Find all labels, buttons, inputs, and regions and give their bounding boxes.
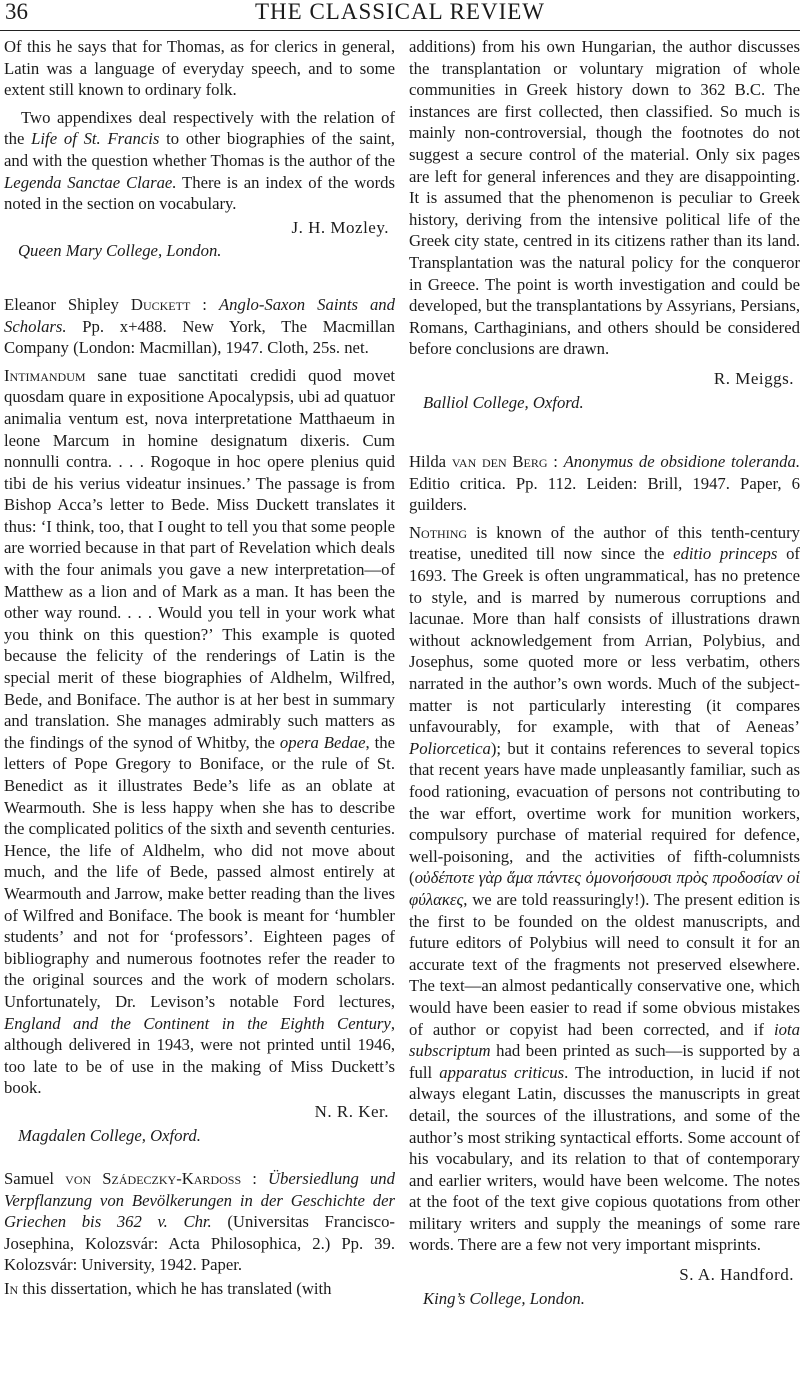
- page-number: 36: [5, 0, 28, 24]
- reviewer-affiliation: King’s College, London.: [423, 1288, 585, 1308]
- reviewer-signature: J. H. Mozley.: [291, 217, 389, 237]
- reviewer-affiliation: Queen Mary College, London.: [18, 241, 222, 261]
- review-heading: Hilda van den Berg : Anonymus de obsidione toleranda. Editio critica. Pp. 112. Leiden: Brill, 1947. Paper, 6 guilders.: [409, 452, 800, 515]
- review-heading: Samuel von Szádeczky-Kardoss : Übersiedlung und Verpflanzung von Bevölkerungen in der Geschichte der Griechen bis 362 v. Chr. (Universitas Francisco-Josephina, Kolozsvár: Acta Philosophica, 2.) Pp. 39. Kolozsvár: University, 1942. Paper.: [4, 1169, 395, 1275]
- left-column: [4, 36, 395, 1300]
- page-header: [0, 0, 800, 31]
- reviewer-affiliation: Magdalen College, Oxford.: [18, 1125, 201, 1145]
- review1-paragraph: Of this he says that for Thomas, as for clerics in general, Latin was a language of everyday speech, and to some extent still known to ordinary folk.: [4, 37, 395, 100]
- reviewer-signature: R. Meiggs.: [713, 368, 794, 388]
- review1-paragraph: Two appendixes deal respectively with the relation of the Life of St. Francis to other biographies of the saint, and with the question whether Thomas is the author of the Legenda Sanctae Clarae. There is an index of the words noted in the section on vocabulary.: [4, 107, 395, 214]
- review-body: Nothing is known of the author of this tenth-century treatise, unedited till now since the editio princeps of 1693. The Greek is often ungrammatical, has no pretence to style, and is marred by numerous corruptions and lacunae. More than half consists of illustrations drawn without acknowledgement from Arrian, Polybius, and Josephus, some quoted more or less verbatim, others narrated in the author’s own words. Much of the subject-matter is not particularly interesting (it compares unfavourably, for example, with that of Aeneas’ Poliorcetica); but it contains references to several topics that recent years have made unpleasantly familiar, such as food rationing, evacuation of persons not contributing to the war effort, overtime work for munition workers, compulsory purchase of material required for defence, well-poisoning, and the activities of fifth-columnists (οὐδέποτε γὰρ ἅμα πάντες ὁμονοήσουσι πρὸς προδοσίαν οἱ φύλακες, we are told reassuringly!). The present edition is the first to be founded on the oldest manuscripts, and future editors of Polybius will need to consult it for an accurate text of the fragments not preserved elsewhere. The text—an almost pedantically conservative one, which would have been easier to read if some obvious mistakes of author or copyist had been corrected, and if iota subscriptum had been printed as such—is supported by a full apparatus criticus. The introduction, in lucid if not always elegant Latin, discusses the manuscripts in great detail, the sources of the illustrations, and some of the author’s most striking syntactical efforts. Some account of his vocabulary, and its relation to that of contemporary and earlier writers, would have been welcome. The notes at the foot of the text give copious quotations from other military writers and supply the meanings of some rare words. There are a few not very important misprints.: [409, 522, 800, 1255]
- review-body: additions) from his own Hungarian, the author discusses the transplantation or voluntary migration of whole communities in Greek history down to 362 B.C. The instances are first collected, then classified. So much is mainly non-controversial, though the footnotes do not suggest a secure control of the material. Only six pages are left for general inferences and they are disappointing. It is assumed that the phenomenon is peculiar to Greek history, deriving from the intensive political life of the Greek city state, centred in its citizens rather than its land. Transplantation was the natural policy for the conqueror in Greece. The point is worth investigation and could be developed, but the transplantations by Assyrians, Persians, Romans, Carthaginians, and others should be considered before conclusions are drawn.: [409, 37, 800, 359]
- running-title: THE CLASSICAL REVIEW: [254, 0, 545, 24]
- right-column: [409, 36, 800, 1309]
- reviewer-affiliation: Balliol College, Oxford.: [423, 392, 584, 412]
- review-heading: Eleanor Shipley Duckett : Anglo-Saxon Saints and Scholars. Pp. x+488. New York, The Macmillan Company (London: Macmillan), 1947. Cloth, 25s. net.: [4, 294, 395, 358]
- review-body: Intimandum sane tuae sanctitati credidi quod movet quosdam quare in expositione Apocalypsis, ubi ad quatuor animalia ventum est, nova interpretatione Matthaeum in leone Marcum in homine designatum dixeris. Cum nonnulli contra. . . . Rogoque in hoc opere plenius quid tibi de his verius videatur insinues.’ The passage is from Bishop Acca’s letter to Bede. Miss Duckett translates it thus: ‘I think, too, that I ought to tell you that some people are worried because in that part of Revelation which deals with the four animals you gave a new interpretation—of Matthew as a lion and of Mark as a man. It has been the other way round. . . . Would you tell in your work what you think on this question?’ This example is quoted because the felicity of the renderings of Latin is the special merit of these biographies of Aldhelm, Wilfred, Bede, and Boniface. The author is at her best in summary and translation. She manages admirably such matters as the findings of the synod of Whitby, the opera Bedae, the letters of Pope Gregory to Boniface, or the rule of St. Benedict as it illustrates Bede’s life as an oblate at Wearmouth. She is less happy when she has to describe the complicated politics of the sixth and seventh centuries. Hence, the life of Aldhelm, who did not move about much, and the life of Bede, passed almost entirely at Wearmouth and Jarrow, make better reading than the lives of Wilfred and Boniface. The book is meant for ‘humbler students’ and not for ‘professors’. Eighteen pages of bibliography and numerous footnotes refer the reader to the original sources and the work of modern scholars. Unfortunately, Dr. Levison’s notable Ford lectures, England and the Continent in the Eighth Century, although delivered in 1943, were not printed until 1946, too late to be of use in the making of Miss Duckett’s book.: [4, 365, 396, 1098]
- reviewer-signature: S. A. Handford.: [679, 1265, 794, 1285]
- review-body: In this dissertation, which he has translated (with: [4, 1279, 332, 1299]
- reviewer-signature: N. R. Ker.: [314, 1101, 389, 1121]
